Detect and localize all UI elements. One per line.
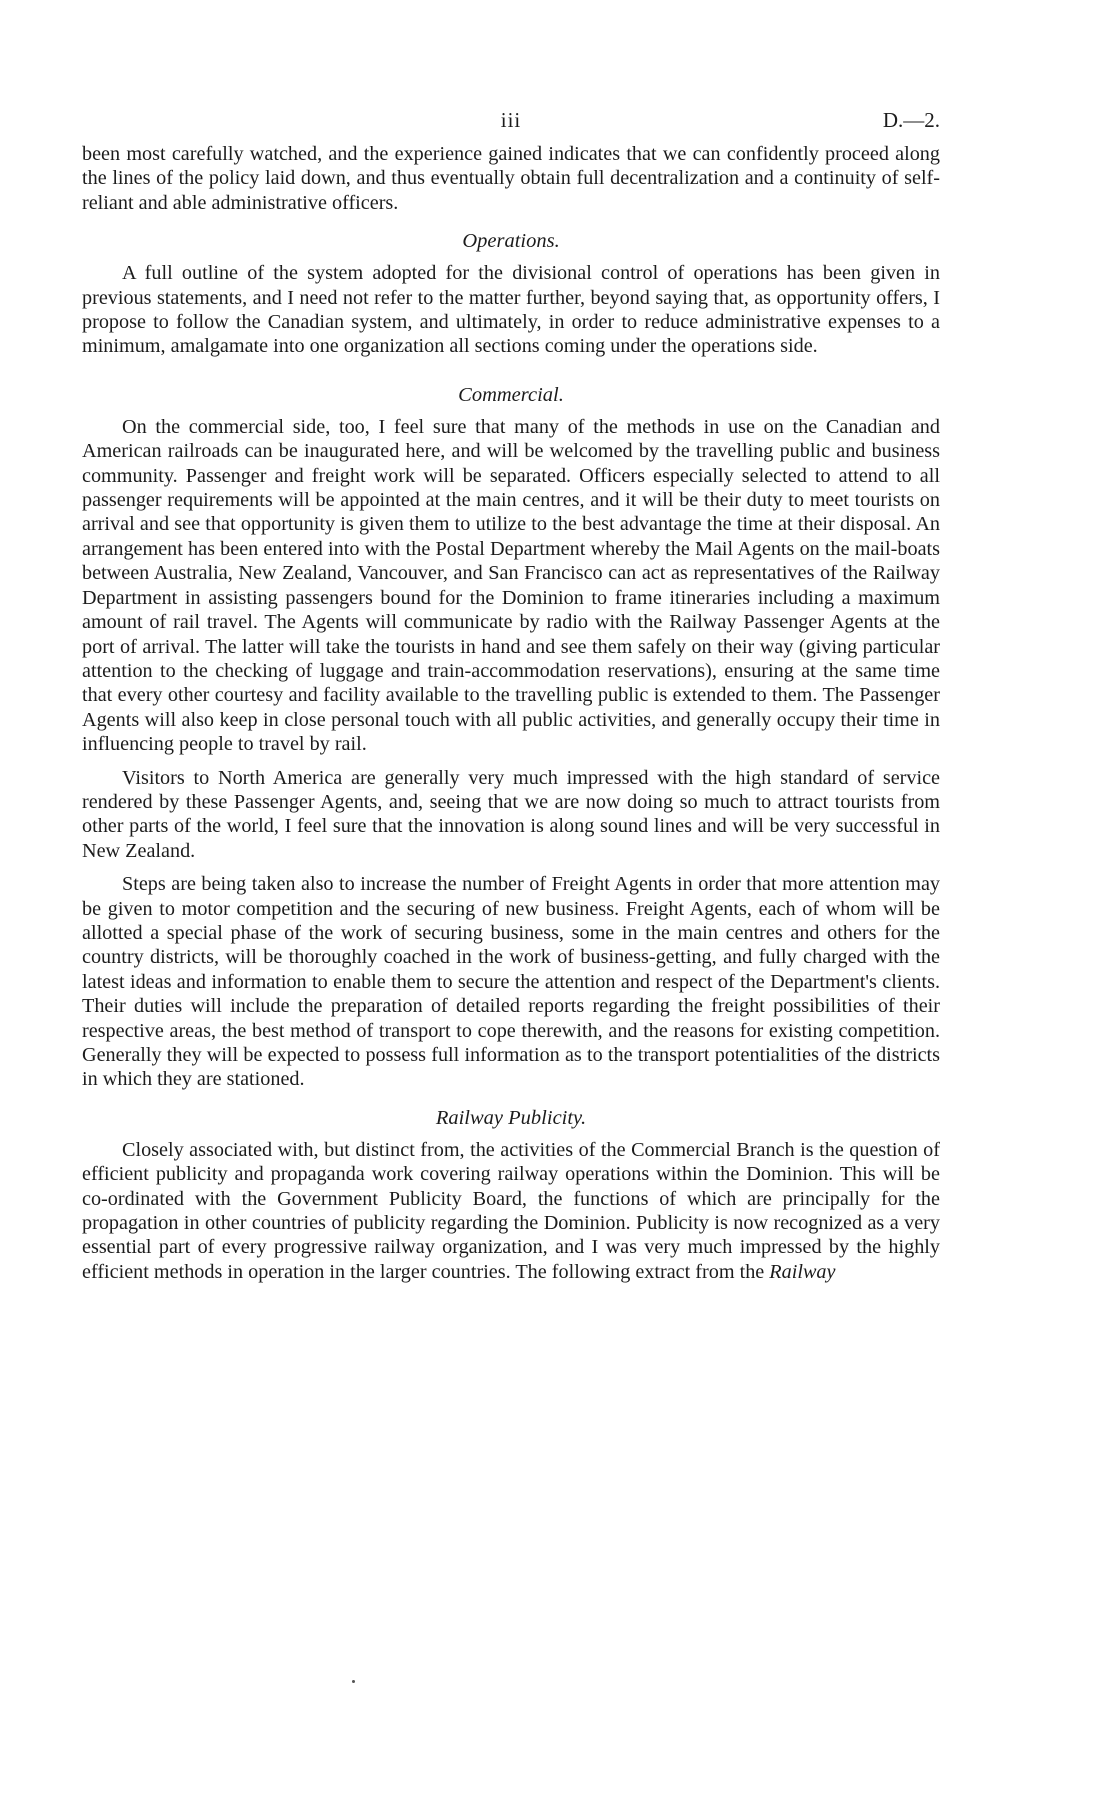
- railway-publicity-text: Closely associated with, but distinct from, the activities of the Commercial Branch is the question of efficient publicity and propaganda work covering railway operations within the Dominion. This will be co-ordinated with the Government Publicity Board, the functions of which are principally for the propagation in other countries of publicity regarding the Dominion. Publicity is now recognized as a very essential part of every progressive railway organization, and I was very much impressed by the highly efficient methods in operation in the larger countries. The following extract from the: [82, 1138, 940, 1283]
- commercial-paragraph-3: Steps are being taken also to increase the number of Freight Agents in order that more attention may be given to motor competition and the securing of new business. Freight Agents, each of whom will be allotted a special phase of the work of securing business, some in the main centres and others for the country districts, will be thoroughly coached in the work of business-getting, and fully charged with the latest ideas and information to enable them to secure the attention and respect of the Department's clients. Their duties will include the preparation of detailed reports regarding the freight possibilities of their respective areas, the best method of transport to cope therewith, and the reasons for existing competition. Generally they will be expected to possess full information as to the transport potentialities of the districts in which they are stationed.: [82, 873, 940, 1091]
- commercial-paragraph-2: Visitors to North America are generally very much impressed with the high standard of service rendered by these Passenger Agents, and, seeing that we are now doing so much to attract tourists from other parts of the world, I feel sure that the innovation is along sound lines and will be very successful in New Zealand.: [82, 766, 940, 862]
- section-heading-railway-publicity: Railway Publicity.: [435, 1106, 587, 1129]
- operations-paragraph: A full outline of the system adopted for the divisional control of operations has been given in previous statements, and I need not refer to the matter further, beyond saying that, as opportunity offers, I propose to follow the Canadian system, and ultimately, in order to reduce administrative expenses to a minimum, amalgamate into one organization all sections coming under the operations side.: [82, 262, 940, 358]
- section-heading-operations: Operations.: [462, 230, 560, 253]
- commercial-paragraph-1: On the commercial side, too, I feel sure that many of the methods in use on the Canadian and American railroads can be inaugurated here, and will be welcomed by the travelling public and business community. Passenger and freight work will be separated. Officers especially selected to attend to all passenger requirements will be appointed at the main centres, and it will be their duty to meet tourists on arrival and see that opportunity is given them to utilize to the best advantage the time at their disposal. An arrangement has been entered into with the Postal Department whereby the Mail Agents on the mail-boats between Australia, New Zealand, Vancouver, and San Francisco can act as representatives of the Railway Department in assisting passengers bound for the Dominion to frame itineraries including a maximum amount of rail travel. The Agents will communicate by radio with the Railway Passenger Agents at the port of arrival. The latter will take the tourists in hand and see them safely on their way (giving particular attention to the checking of luggage and train-accommodation reservations), ensuring at the same time that every other courtesy and facility available to the travelling public is extended to them. The Passenger Agents will also keep in close personal touch with all public activities, and generally occupy their time in influencing people to travel by rail.: [82, 415, 940, 756]
- document-page: [82, 108, 940, 1284]
- railway-publicity-trailing-italic: Railway: [769, 1260, 836, 1283]
- page-number: iii: [500, 108, 522, 132]
- section-heading-commercial: Commercial.: [458, 383, 564, 406]
- railway-publicity-paragraph: [82, 1138, 940, 1284]
- document-reference: D.—2.: [882, 108, 940, 132]
- intro-paragraph: been most carefully watched, and the experience gained indicates that we can confidently proceed along the lines of the policy laid down, and thus eventually obtain full decentralization and a continuity of self-reliant and able administrative officers.: [82, 143, 940, 214]
- page-header: [82, 108, 940, 142]
- page-speck: [352, 1680, 355, 1683]
